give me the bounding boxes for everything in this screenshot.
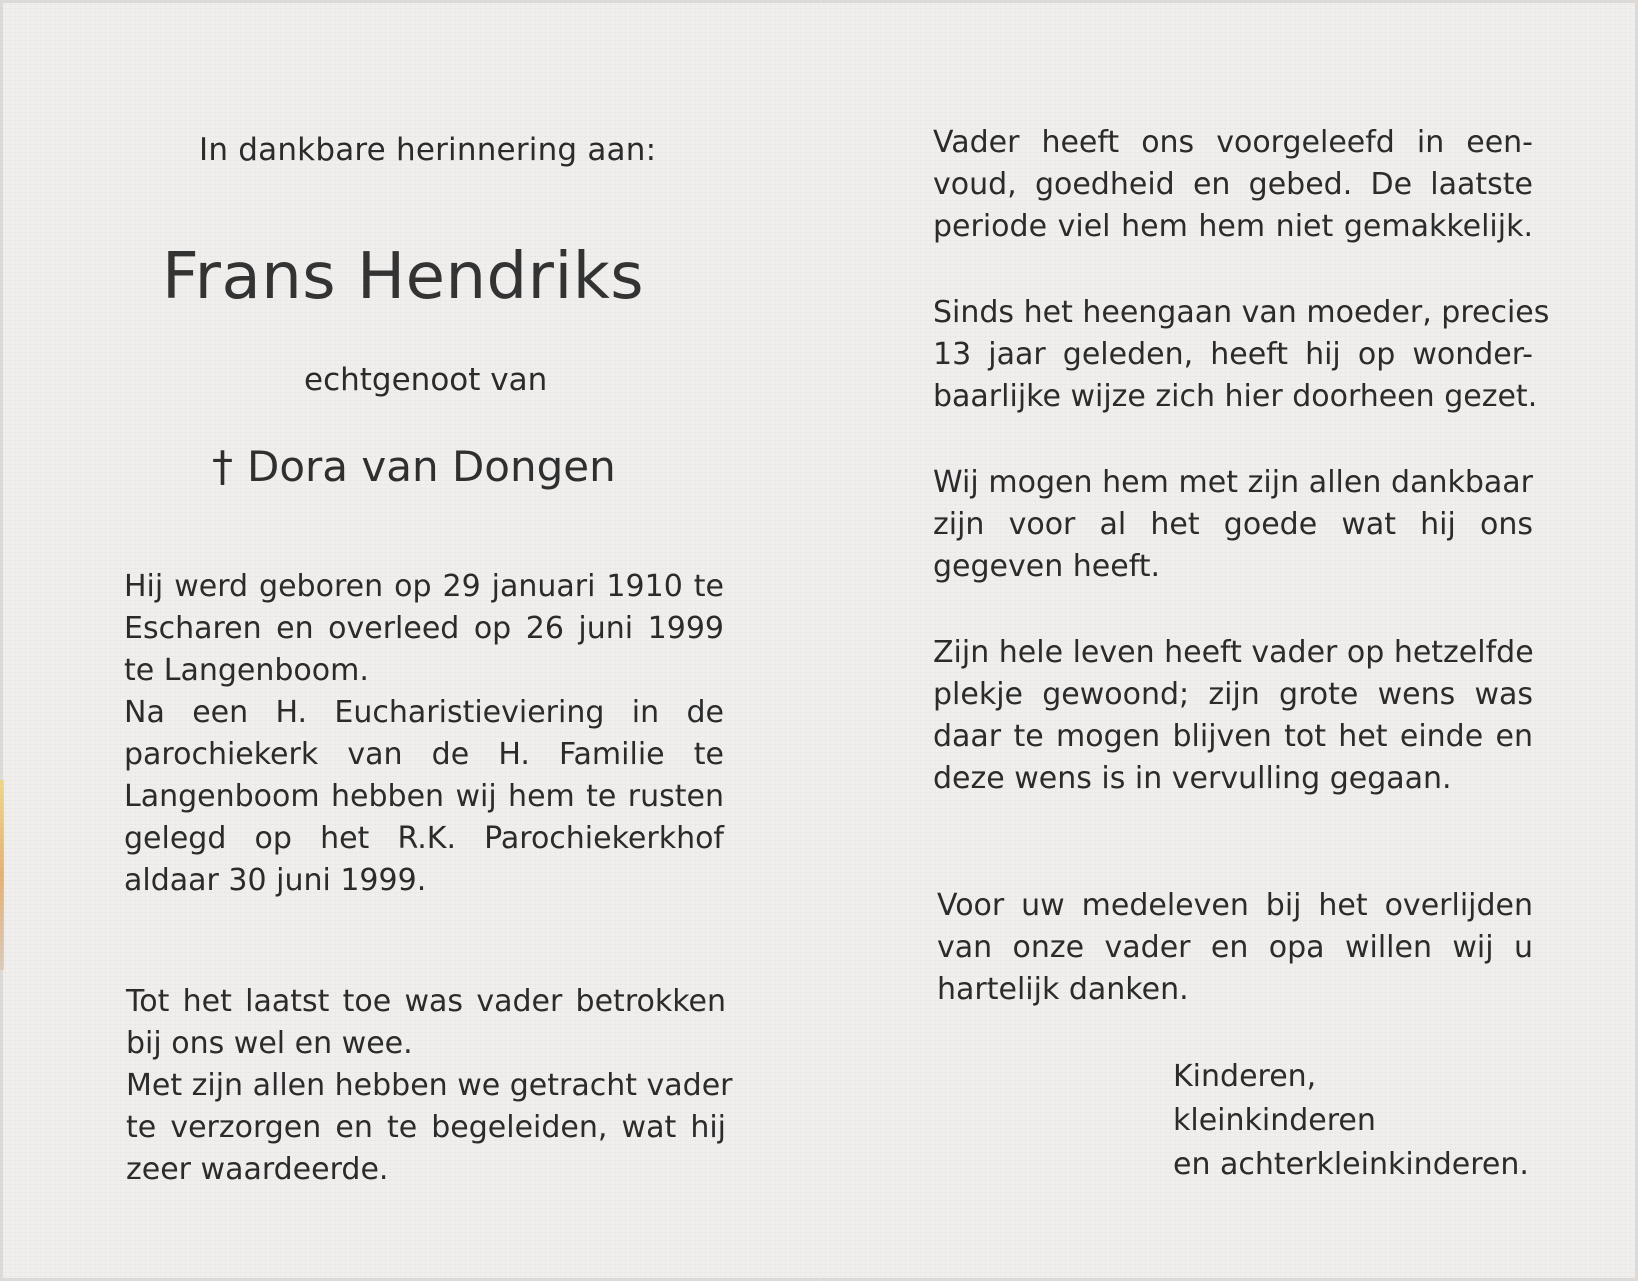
text-line: Met zijn allen hebben we getracht vader xyxy=(126,1068,733,1103)
text-line: plekje gewoond; zijn grote wens was xyxy=(933,677,1533,712)
cross-icon: † xyxy=(212,442,233,491)
text-line: zijn voor al het goede wat hij ons xyxy=(933,507,1533,542)
signature-block xyxy=(1173,1055,1529,1187)
text-line: gelegd op het R.K. Parochiekerkhof xyxy=(124,821,724,856)
text-line: 13 jaar geleden, heeft hij op wonder- xyxy=(933,337,1533,372)
text-line: Escharen en overleed op 26 juni 1999 xyxy=(124,611,724,646)
spouse-label: echtgenoot van xyxy=(304,362,548,398)
paragraph-example xyxy=(933,122,1533,248)
text-line: Tot het laatst toe was vader betrokken xyxy=(126,984,726,1019)
paragraph-thanks xyxy=(937,885,1533,1011)
text-line: Voor uw medeleven bij het overlijden xyxy=(937,888,1533,923)
text-line: hartelijk danken. xyxy=(937,972,1189,1007)
signature-line: en achterkleinkinderen. xyxy=(1173,1147,1529,1182)
biography-paragraph xyxy=(124,566,724,902)
spouse xyxy=(212,442,616,491)
intro-text: In dankbare herinnering aan: xyxy=(199,132,657,168)
text-line: deze wens is in vervulling gegaan. xyxy=(933,761,1452,796)
text-line: zeer waardeerde. xyxy=(126,1152,389,1187)
text-line: Langenboom hebben wij hem te rusten xyxy=(124,779,724,814)
spouse-name: Dora van Dongen xyxy=(247,442,616,491)
text-line: aldaar 30 juni 1999. xyxy=(124,863,427,898)
text-line: Na een H. Eucharistieviering in de xyxy=(124,695,724,730)
signature-line: kleinkinderen xyxy=(1173,1103,1376,1138)
signature-line: Kinderen, xyxy=(1173,1059,1317,1094)
text-line: te Langenboom. xyxy=(124,653,369,688)
text-line: daar te mogen blijven tot het einde en xyxy=(933,719,1533,754)
text-line: Sinds het heengaan van moeder, precies xyxy=(933,295,1550,330)
card-edge-stain xyxy=(0,780,4,970)
text-line: gegeven heeft. xyxy=(933,549,1161,584)
text-line: te verzorgen en te begeleiden, wat hij xyxy=(126,1110,726,1145)
text-line: Vader heeft ons voorgeleefd in een- xyxy=(933,125,1533,160)
paragraph-mother xyxy=(933,292,1550,418)
card-fold xyxy=(819,0,821,1281)
paragraph-home xyxy=(933,632,1533,800)
deceased-name: Frans Hendriks xyxy=(162,240,645,314)
text-line: baarlijke wijze zich hier doorheen gezet. xyxy=(933,379,1538,414)
text-line: periode viel hem hem niet gemakkelijk. xyxy=(933,209,1533,244)
text-line: parochiekerk van de H. Familie te xyxy=(124,737,724,772)
text-line: Hij werd geboren op 29 januari 1910 te xyxy=(124,569,724,604)
care-paragraph xyxy=(126,981,733,1191)
text-line: voud, goedheid en gebed. De laatste xyxy=(933,167,1533,202)
text-line: bij ons wel en wee. xyxy=(126,1026,413,1061)
text-line: van onze vader en opa willen wij u xyxy=(937,930,1533,965)
text-line: Zijn hele leven heeft vader op hetzelfde xyxy=(933,635,1534,670)
paragraph-gratitude xyxy=(933,462,1533,588)
text-line: Wij mogen hem met zijn allen dankbaar xyxy=(933,465,1533,500)
